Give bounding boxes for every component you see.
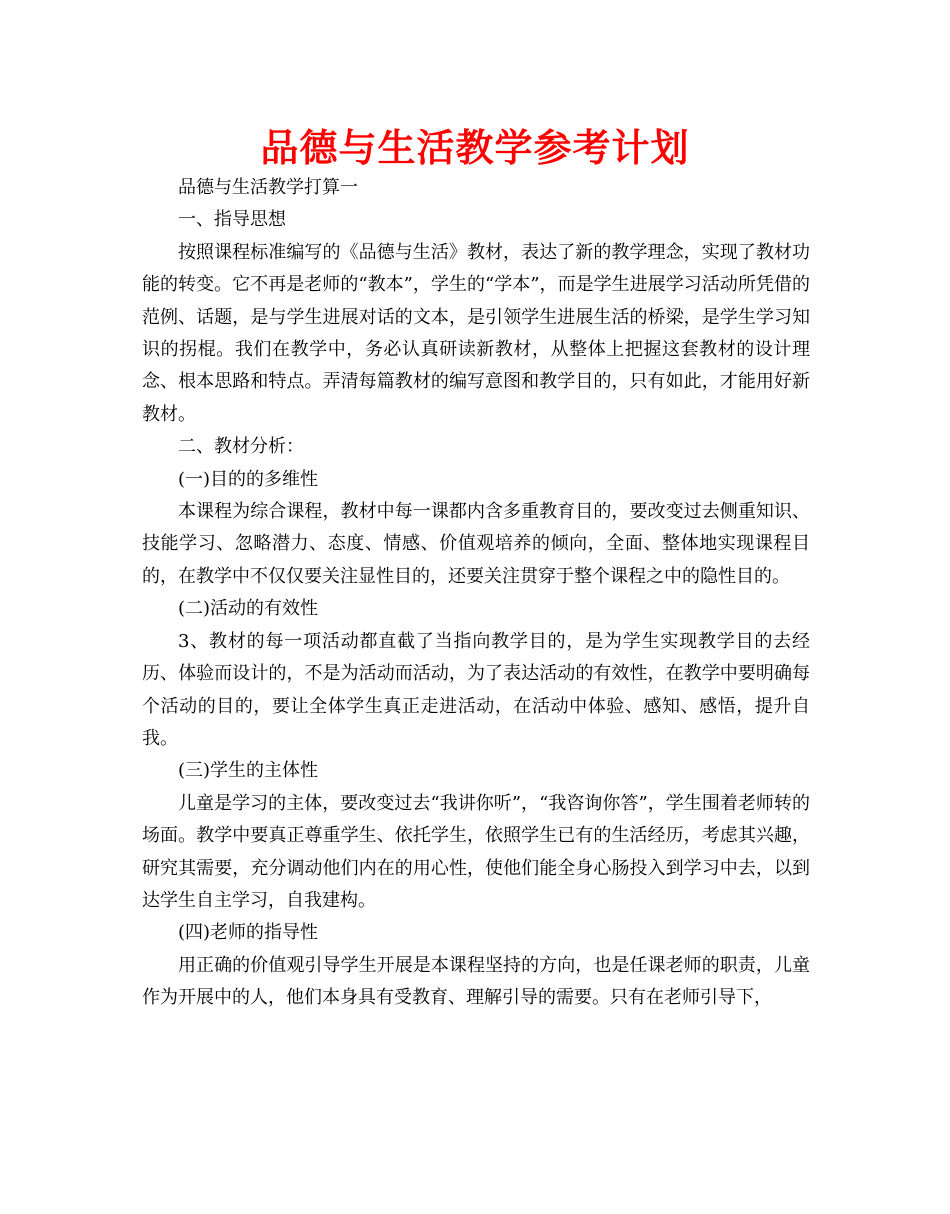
paragraph-teacher-guidance: 用正确的价值观引导学生开展是本课程坚持的方向，也是任课老师的职责，儿童作为开展中的人，他们本身具有受教育、理解引导的需要。只有在老师引导下， (142, 954, 810, 1009)
document-body (142, 172, 810, 1015)
paragraph-subtitle: 品德与生活教学打算一 (178, 177, 358, 198)
subheading-student-subjectivity: (三)学生的主体性 (178, 760, 319, 782)
heading-guiding-thought: 一、指导思想 (178, 209, 286, 231)
subheading-teacher-guidance: (四)老师的指导性 (178, 922, 319, 944)
paragraph-guiding-thought: 按照课程标准编写的《品德与生活》教材，表达了新的教学理念，实现了教材功能的转变。它不再是老师的“教本”，学生的“学本”，而是学生进展学习活动所凭借的范例、话题，是与学生进展对话的文本，是引领学生进展生活的桥梁，是学生学习知识的拐棍。我们在教学中，务必认真研读新教材，从整体上把握这套教材的设计理念、根本思路和特点。弄清每篇教材的编写意图和教学目的，只有如此，才能用好新教材。 (142, 241, 810, 425)
heading-material-analysis: 二、教材分析： (178, 436, 304, 458)
paragraph-goal-dimensions: 本课程为综合课程，教材中每一课都内含多重教育目的，要改变过去侧重知识、技能学习、忽略潜力、态度、情感、价值观培养的倾向，全面、整体地实现课程目的，在教学中不仅仅要关注显性目的，还要关注贯穿于整个课程之中的隐性目的。 (142, 501, 810, 587)
subheading-activity-effectiveness: (二)活动的有效性 (178, 598, 319, 620)
paragraph-student-subjectivity: 儿童是学习的主体，要改变过去“我讲你听”，“我咨询你答”，学生围着老师转的场面。教学中要真正尊重学生、依托学生，依照学生已有的生活经历，考虑其兴趣，研究其需要，充分调动他们内在的用心性，使他们能全身心肠投入到学习中去，以到达学生自主学习，自我建构。 (142, 792, 810, 911)
paragraph-activity-effectiveness: 3、教材的每一项活动都直截了当指向教学目的，是为学生实现教学目的去经历、体验而设计的，不是为活动而活动，为了表达活动的有效性，在教学中要明确每个活动的目的，要让全体学生真正走进活动，在活动中体验、感知、感悟，提升自我。 (142, 630, 810, 749)
subheading-goal-dimensions: (一)目的的多维性 (178, 468, 319, 490)
document-title: 品德与生活教学参考计划 (260, 126, 690, 170)
